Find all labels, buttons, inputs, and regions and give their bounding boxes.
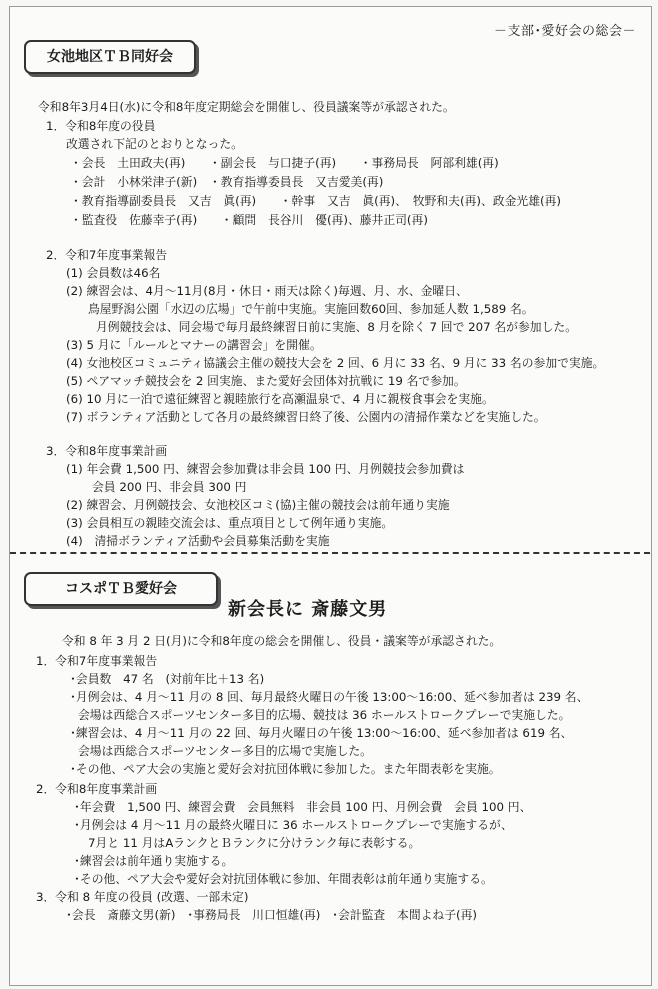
club1-report-title: 2．令和7年度事業報告 (46, 248, 168, 262)
club1-report-item: (5) ペアマッチ競技会を 2 回実施、また愛好会団体対抗戦に 19 名で参加。 (66, 374, 466, 388)
club1-officers-intro: 改選され下記のとおりとなった。 (66, 137, 243, 151)
section-header-note: －支部･愛好会の総会－ (493, 24, 636, 39)
club2-plan-title: 2．令和8年度事業計画 (36, 782, 158, 796)
section-divider (10, 552, 650, 554)
club2-plan-line: ･月例会は 4 月～11 月の最終火曜日に 36 ホールストロークプレーで実施するが、 (74, 818, 513, 832)
club1-officers-line: ・会長 土田政夫(再) ・副会長 与口捷子(再) ・事務局長 阿部利雄(再) (70, 156, 499, 170)
club2-plan-line: ･年会費 1,500 円、練習会費 会員無料 非会員 100 円、月例会費 会員 100 円、 (74, 800, 532, 814)
club1-report-item: (3) 5 月に「ルールとマナーの講習会」を開催。 (66, 338, 322, 352)
club1-officers-line: ・監査役 佐藤幸子(再) ・顧問 長谷川 優(再)、藤井正司(再) (70, 213, 428, 227)
club2-report-line: ･会員数 47 名 (対前年比＋13 名) (70, 672, 265, 686)
club1-report-item-cont: 月例競技会は、同会場で毎月最終練習日前に実施、8 月を除く 7 回で 207 名が参加した。 (96, 320, 577, 334)
club2-officers-line: ･会長 斎藤文男(新) ･事務局長 川口恒雄(再) ･会計監査 本間よね子(再) (66, 908, 478, 922)
club2-plan-line: ･その他、ペア大会や愛好会対抗団体戦に参加、年間表彰は前年通り実施する。 (74, 872, 493, 886)
club1-report-item: (1) 会員数は46名 (66, 266, 161, 280)
club1-plan-item: (2) 練習会、月例競技会、女池校区コミ(協)主催の競技会は前年通り実施 (66, 498, 450, 512)
club1-report-item: (2) 練習会は、4月～11月(8月・休日・雨天は除く)毎週、月、水、金曜日、 (66, 284, 468, 298)
club2-headline: 新会長に 斎藤文男 (228, 599, 388, 620)
club1-name-box: 女池地区ＴＢ同好会 (24, 40, 196, 74)
club1-intro: 令和8年3月4日(水)に令和8年度定期総会を開催し、役員議案等が承認された。 (38, 100, 455, 114)
club1-plan-item: (1) 年会費 1,500 円、練習会参加費は非会員 100 円、月例競技会参加費は (66, 462, 465, 476)
club1-plan-title: 3．令和8年度事業計画 (46, 444, 168, 458)
club1-plan-item: (3) 会員相互の親睦交流会は、重点項目として例年通り実施。 (66, 516, 394, 530)
club1-plan-item: (4) 清掃ボランティア活動や会員募集活動を実施 (66, 534, 330, 548)
club2-name-box: コスポＴＢ愛好会 (24, 572, 218, 606)
club2-intro: 令和 8 年 3 月 2 日(月)に令和8年度の総会を開催し、役員・議案等が承認された。 (62, 634, 502, 648)
club2-report-line-cont: 会場は西総合スポーツセンター多目的広場、競技は 36 ホールストロークプレーで実施した。 (78, 708, 571, 722)
club2-report-line: ･月例会は、4 月～11 月の 8 回、毎月最終火曜日の午後 13:00～16:00、延べ参加者は 239 名、 (70, 690, 589, 704)
club2-officers-title: 3．令和 8 年度の役員 (改選、一部未定) (36, 890, 249, 904)
club1-report-item: (6) 10 月に一泊で遠征練習と親睦旅行を高瀬温泉で、4 月に親桜食事会を実施。 (66, 392, 494, 406)
club1-officers-line: ・会計 小林栄津子(新) ・教育指導委員長 又吉愛美(再) (70, 175, 384, 189)
club2-report-line: ･その他、ペア大会の実施と愛好会対抗団体戦に参加した。また年間表彰を実施。 (70, 762, 501, 776)
club2-report-title: 1．令和7年度事業報告 (36, 654, 158, 668)
club1-report-item: (4) 女池校区コミュニティ協議会主催の競技大会を 2 回、6 月に 33 名、9 月に 33 名の参加で実施。 (66, 356, 605, 370)
club2-plan-line: ･練習会は前年通り実施する。 (74, 854, 234, 868)
club1-officers-line: ・教育指導副委員長 又吉 眞(再) ・幹事 又吉 眞(再)、 牧野和夫(再)、政金光雄(再) (70, 194, 562, 208)
club1-officers-title: 1．令和8年度の役員 (46, 119, 156, 133)
club2-report-line-cont: 会場は西総合スポーツセンター多目的広場で実施した。 (78, 744, 372, 758)
club1-report-item: (7) ボランティア活動として各月の最終練習日終了後、公園内の清掃作業などを実施した。 (66, 410, 546, 424)
club2-plan-line-cont: 7月と 11 月はAランクとＢランクに分けランク毎に表彰する。 (88, 836, 421, 850)
club1-report-item-cont: 鳥屋野潟公園「水辺の広場」で午前中実施。実施回数60回、参加延人数 1,589 名。 (88, 302, 534, 316)
club1-plan-item-cont: 会員 200 円、非会員 300 円 (92, 480, 247, 494)
club2-report-line: ･練習会は、4 月～11 月の 22 回、毎月火曜日の午後 13:00～16:00、延べ参加者は 619 名、 (70, 726, 573, 740)
